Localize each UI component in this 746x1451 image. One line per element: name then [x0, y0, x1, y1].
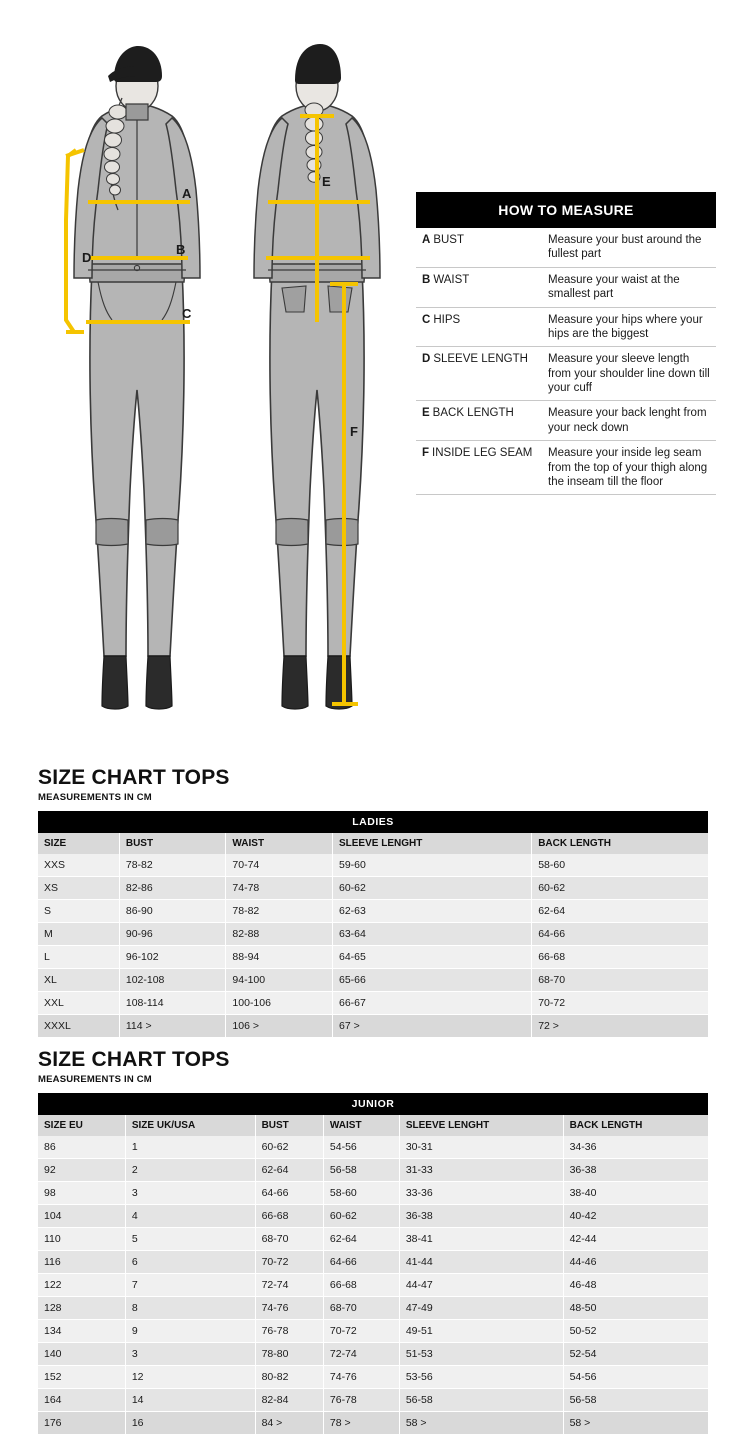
- size-cell: 86: [38, 1136, 125, 1159]
- how-to-measure-panel: [416, 192, 716, 495]
- column-header: SIZE UK/USA: [125, 1115, 255, 1136]
- measurement-cell: 58 >: [399, 1412, 563, 1435]
- measurement-cell: 1: [125, 1136, 255, 1159]
- measurement-cell: 72 >: [532, 1015, 708, 1038]
- how-to-measure-row: [416, 307, 716, 347]
- chart-subtitle: MEASUREMENTS IN CM: [38, 792, 152, 803]
- size-cell: 128: [38, 1297, 125, 1320]
- measurement-cell: 76-78: [323, 1389, 399, 1412]
- table-row: [38, 1159, 708, 1182]
- column-header: WAIST: [226, 833, 333, 854]
- measurement-cell: 5: [125, 1228, 255, 1251]
- size-cell: 134: [38, 1320, 125, 1343]
- ladies-size-table: [38, 811, 708, 1038]
- chart-title: SIZE CHART TOPS: [38, 766, 230, 789]
- size-cell: XS: [38, 877, 119, 900]
- how-to-measure-row: [416, 401, 716, 441]
- measurement-cell: 62-64: [323, 1228, 399, 1251]
- size-cell: 140: [38, 1343, 125, 1366]
- measurement-cell: 3: [125, 1343, 255, 1366]
- measure-letter: B: [422, 273, 431, 286]
- table-row: [38, 1205, 708, 1228]
- measurement-cell: 56-58: [323, 1159, 399, 1182]
- measurement-cell: 64-65: [332, 946, 531, 969]
- measure-name: BUST: [433, 234, 464, 246]
- measurement-cell: 12: [125, 1366, 255, 1389]
- measurement-cell: 94-100: [226, 969, 333, 992]
- measurement-cell: 100-106: [226, 992, 333, 1015]
- measurement-cell: 41-44: [399, 1251, 563, 1274]
- size-cell: XXL: [38, 992, 119, 1015]
- measurement-cell: 38-40: [563, 1182, 708, 1205]
- table-row: [38, 969, 708, 992]
- size-cell: 98: [38, 1182, 125, 1205]
- table-row: [38, 1343, 708, 1366]
- measure-description: Measure your hips where your hips are the biggest: [544, 307, 716, 347]
- measure-description: Measure your bust around the fullest part: [544, 228, 716, 267]
- measurement-cell: 42-44: [563, 1228, 708, 1251]
- measurement-cell: 56-58: [399, 1389, 563, 1412]
- measurement-cell: 59-60: [332, 854, 531, 877]
- measurement-cell: 102-108: [119, 969, 226, 992]
- table-row: [38, 1412, 708, 1435]
- size-cell: S: [38, 900, 119, 923]
- how-to-measure-row: [416, 441, 716, 495]
- measurement-cell: 51-53: [399, 1343, 563, 1366]
- chart-title: SIZE CHART TOPS: [38, 1048, 230, 1071]
- label-C: C: [182, 306, 192, 321]
- size-chart-tops-junior: [38, 1048, 708, 1435]
- measure-key: [416, 347, 544, 401]
- column-header: BACK LENGTH: [563, 1115, 708, 1136]
- size-cell: XXXL: [38, 1015, 119, 1038]
- measurement-cell: 64-66: [532, 923, 708, 946]
- table-row: [38, 992, 708, 1015]
- measure-key: [416, 441, 544, 495]
- measurement-cell: 86-90: [119, 900, 226, 923]
- junior-size-table: [38, 1093, 708, 1435]
- measurement-cell: 64-66: [255, 1182, 323, 1205]
- measurement-cell: 8: [125, 1297, 255, 1320]
- size-chart-tops-ladies: [38, 766, 708, 1038]
- size-cell: 110: [38, 1228, 125, 1251]
- measure-letter: F: [422, 447, 430, 460]
- measurement-cell: 56-58: [563, 1389, 708, 1412]
- measurement-cell: 48-50: [563, 1297, 708, 1320]
- table-header-row: [38, 833, 708, 854]
- measurement-cell: 58 >: [563, 1412, 708, 1435]
- measure-letter: A: [422, 234, 431, 246]
- measurement-cell: 68-70: [323, 1297, 399, 1320]
- label-B: B: [176, 242, 186, 257]
- column-header: BUST: [255, 1115, 323, 1136]
- measurement-cell: 88-94: [226, 946, 333, 969]
- column-header: BUST: [119, 833, 226, 854]
- measurement-cell: 82-88: [226, 923, 333, 946]
- measurement-cell: 60-62: [323, 1205, 399, 1228]
- measurement-cell: 14: [125, 1389, 255, 1412]
- table-row: [38, 1228, 708, 1251]
- measurement-cell: 60-62: [332, 877, 531, 900]
- size-cell: M: [38, 923, 119, 946]
- measurement-cell: 84 >: [255, 1412, 323, 1435]
- column-header: WAIST: [323, 1115, 399, 1136]
- size-cell: 92: [38, 1159, 125, 1182]
- measurement-cell: 74-76: [323, 1366, 399, 1389]
- measurement-cell: 78 >: [323, 1412, 399, 1435]
- column-header: SLEEVE LENGHT: [332, 833, 531, 854]
- table-row: [38, 1297, 708, 1320]
- measurement-cell: 108-114: [119, 992, 226, 1015]
- table-caption: LADIES: [38, 811, 708, 833]
- measurement-cell: 68-70: [255, 1228, 323, 1251]
- measurement-cell: 31-33: [399, 1159, 563, 1182]
- measurement-cell: 82-86: [119, 877, 226, 900]
- measurement-cell: 66-67: [332, 992, 531, 1015]
- size-cell: 122: [38, 1274, 125, 1297]
- measurement-cell: 78-80: [255, 1343, 323, 1366]
- measurement-cell: 9: [125, 1320, 255, 1343]
- measurement-cell: 54-56: [323, 1136, 399, 1159]
- table-row: [38, 946, 708, 969]
- measurement-cell: 80-82: [255, 1366, 323, 1389]
- chart-subtitle: MEASUREMENTS IN CM: [38, 1074, 152, 1085]
- measurement-cell: 62-64: [255, 1159, 323, 1182]
- measurement-cell: 70-72: [323, 1320, 399, 1343]
- how-to-measure-row: [416, 228, 716, 267]
- table-row: [38, 1015, 708, 1038]
- measurement-cell: 70-74: [226, 854, 333, 877]
- measurement-cell: 4: [125, 1205, 255, 1228]
- measurement-cell: 44-47: [399, 1274, 563, 1297]
- measurement-cell: 72-74: [255, 1274, 323, 1297]
- measurement-cell: 3: [125, 1182, 255, 1205]
- measurement-cell: 50-52: [563, 1320, 708, 1343]
- size-cell: 164: [38, 1389, 125, 1412]
- measurement-cell: 74-76: [255, 1297, 323, 1320]
- measurement-cell: 78-82: [226, 900, 333, 923]
- measurement-cell: 53-56: [399, 1366, 563, 1389]
- measure-description: Measure your waist at the smallest part: [544, 267, 716, 307]
- measure-letter: E: [422, 407, 430, 420]
- measurement-cell: 58-60: [323, 1182, 399, 1205]
- measurement-cell: 114 >: [119, 1015, 226, 1038]
- label-E: E: [322, 174, 331, 189]
- measurement-cell: 74-78: [226, 877, 333, 900]
- size-cell: 152: [38, 1366, 125, 1389]
- measurement-cell: 62-64: [532, 900, 708, 923]
- measurement-cell: 78-82: [119, 854, 226, 877]
- table-row: [38, 877, 708, 900]
- table-row: [38, 1251, 708, 1274]
- measurement-cell: 62-63: [332, 900, 531, 923]
- measurement-cell: 36-38: [563, 1159, 708, 1182]
- column-header: SIZE: [38, 833, 119, 854]
- measurement-cell: 2: [125, 1159, 255, 1182]
- measurement-cell: 34-36: [563, 1136, 708, 1159]
- measure-key: [416, 401, 544, 441]
- size-cell: L: [38, 946, 119, 969]
- measurement-cell: 66-68: [323, 1274, 399, 1297]
- measurement-cell: 33-36: [399, 1182, 563, 1205]
- measurement-cell: 49-51: [399, 1320, 563, 1343]
- measurement-cell: 68-70: [532, 969, 708, 992]
- measurement-cell: 54-56: [563, 1366, 708, 1389]
- table-row: [38, 1320, 708, 1343]
- table-row: [38, 1274, 708, 1297]
- table-row: [38, 1389, 708, 1412]
- measurement-cell: 16: [125, 1412, 255, 1435]
- size-cell: 104: [38, 1205, 125, 1228]
- measurement-cell: 38-41: [399, 1228, 563, 1251]
- table-row: [38, 923, 708, 946]
- measurement-cell: 40-42: [563, 1205, 708, 1228]
- measurement-cell: 44-46: [563, 1251, 708, 1274]
- measure-description: Measure your inside leg seam from the top of your thigh along the inseam till the floor: [544, 441, 716, 495]
- measurement-cell: 7: [125, 1274, 255, 1297]
- measurement-cell: 30-31: [399, 1136, 563, 1159]
- measurement-cell: 6: [125, 1251, 255, 1274]
- measurement-cell: 52-54: [563, 1343, 708, 1366]
- table-caption: JUNIOR: [38, 1093, 708, 1115]
- measurement-cell: 66-68: [255, 1205, 323, 1228]
- how-to-measure-heading: HOW TO MEASURE: [416, 192, 716, 228]
- column-header: BACK LENGTH: [532, 833, 708, 854]
- measure-key: [416, 267, 544, 307]
- measurement-cell: 63-64: [332, 923, 531, 946]
- table-header-row: [38, 1115, 708, 1136]
- measure-description: Measure your back lenght from your neck down: [544, 401, 716, 441]
- size-cell: 176: [38, 1412, 125, 1435]
- front-figure: [66, 46, 200, 709]
- column-header: SLEEVE LENGHT: [399, 1115, 563, 1136]
- measurement-cell: 46-48: [563, 1274, 708, 1297]
- size-cell: XXS: [38, 854, 119, 877]
- measurement-cell: 106 >: [226, 1015, 333, 1038]
- label-A: A: [182, 186, 192, 201]
- measurement-cell: 58-60: [532, 854, 708, 877]
- measurement-cell: 96-102: [119, 946, 226, 969]
- measurement-cell: 82-84: [255, 1389, 323, 1412]
- measure-name: SLEEVE LENGTH: [433, 353, 528, 366]
- measurement-cell: 67 >: [332, 1015, 531, 1038]
- measure-description: Measure your sleeve length from your shoulder line down till your cuff: [544, 347, 716, 401]
- how-to-measure-row: [416, 267, 716, 307]
- measurement-cell: 90-96: [119, 923, 226, 946]
- measurement-cell: 66-68: [532, 946, 708, 969]
- measurement-cell: 65-66: [332, 969, 531, 992]
- rider-figures-svg: [20, 20, 420, 720]
- table-row: [38, 900, 708, 923]
- size-cell: XL: [38, 969, 119, 992]
- measure-letter: D: [422, 353, 431, 366]
- measurement-cell: 72-74: [323, 1343, 399, 1366]
- measurement-cell: 36-38: [399, 1205, 563, 1228]
- measurement-cell: 70-72: [255, 1251, 323, 1274]
- measure-name: WAIST: [433, 273, 470, 286]
- measurement-cell: 70-72: [532, 992, 708, 1015]
- measurement-cell: 64-66: [323, 1251, 399, 1274]
- table-row: [38, 1366, 708, 1389]
- size-cell: 116: [38, 1251, 125, 1274]
- measurement-cell: 76-78: [255, 1320, 323, 1343]
- column-header: SIZE EU: [38, 1115, 125, 1136]
- measurement-cell: 60-62: [255, 1136, 323, 1159]
- measure-key: [416, 228, 544, 267]
- table-row: [38, 854, 708, 877]
- table-row: [38, 1136, 708, 1159]
- measure-letter: C: [422, 313, 431, 326]
- label-D: D: [82, 250, 92, 265]
- measure-name: HIPS: [433, 313, 461, 326]
- measure-name: BACK LENGTH: [432, 407, 514, 420]
- how-to-measure-table: [416, 228, 716, 495]
- label-F: F: [350, 424, 358, 439]
- how-to-measure-row: [416, 347, 716, 401]
- measure-name: INSIDE LEG SEAM: [432, 447, 533, 460]
- measurement-cell: 60-62: [532, 877, 708, 900]
- table-row: [38, 1182, 708, 1205]
- measure-key: [416, 307, 544, 347]
- back-figure: [254, 44, 380, 709]
- measurement-cell: 47-49: [399, 1297, 563, 1320]
